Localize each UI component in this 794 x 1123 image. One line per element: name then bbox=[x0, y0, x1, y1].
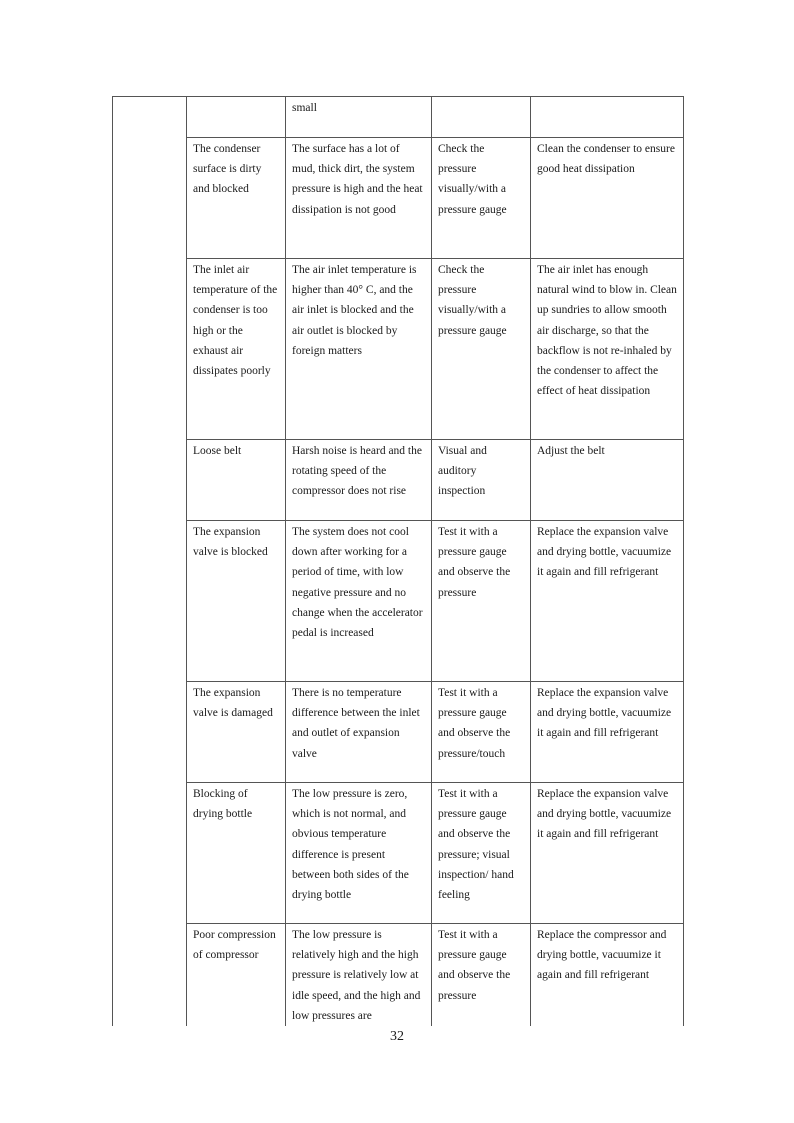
fault-cell: The condenser surface is dirty and blocked bbox=[187, 138, 286, 259]
table-row bbox=[113, 440, 684, 521]
fault-cell: Poor compression of compressor bbox=[187, 924, 286, 1027]
table-row bbox=[113, 783, 684, 924]
check-cell: Test it with a pressure gauge and observe the pressure bbox=[432, 521, 531, 682]
symptom-cell: The air inlet temperature is higher than 40° C, and the air inlet is blocked and the air outlet is blocked by foreign matters bbox=[286, 259, 432, 440]
remedy-cell: Replace the compressor and drying bottle, vacuumize it again and fill refrigerant bbox=[531, 924, 684, 1027]
table-row bbox=[113, 682, 684, 783]
symptom-cell: The low pressure is relatively high and the high pressure is relatively low at idle speed, and the high and low pressures are bbox=[286, 924, 432, 1027]
remedy-cell: Clean the condenser to ensure good heat dissipation bbox=[531, 138, 684, 259]
check-cell: Test it with a pressure gauge and observe the pressure bbox=[432, 924, 531, 1027]
symptom-cell: The system does not cool down after working for a period of time, with low negative pressure and no change when the accelerator pedal is increased bbox=[286, 521, 432, 682]
fault-cell bbox=[187, 97, 286, 138]
remedy-cell: The air inlet has enough natural wind to blow in. Clean up sundries to allow smooth air discharge, so that the backflow is not re-inhaled by the condenser to affect the effect of heat dissipation bbox=[531, 259, 684, 440]
check-cell: Test it with a pressure gauge and observe the pressure/touch bbox=[432, 682, 531, 783]
table-row bbox=[113, 138, 684, 259]
table-row bbox=[113, 521, 684, 682]
symptom-cell: The low pressure is zero, which is not normal, and obvious temperature difference is present between both sides of the drying bottle bbox=[286, 783, 432, 924]
troubleshooting-table bbox=[112, 96, 684, 1026]
symptom-cell: There is no temperature difference between the inlet and outlet of expansion valve bbox=[286, 682, 432, 783]
check-cell: Check the pressure visually/with a pressure gauge bbox=[432, 138, 531, 259]
check-cell bbox=[432, 97, 531, 138]
page-number: 32 bbox=[390, 1029, 404, 1044]
table-row bbox=[113, 259, 684, 440]
remedy-cell: Replace the expansion valve and drying bottle, vacuumize it again and fill refrigerant bbox=[531, 682, 684, 783]
symptom-cell: small bbox=[286, 97, 432, 138]
remedy-cell bbox=[531, 97, 684, 138]
fault-cell: The inlet air temperature of the condenser is too high or the exhaust air dissipates poorly bbox=[187, 259, 286, 440]
check-cell: Test it with a pressure gauge and observe the pressure; visual inspection/ hand feeling bbox=[432, 783, 531, 924]
remedy-cell: Replace the expansion valve and drying bottle, vacuumize it again and fill refrigerant bbox=[531, 521, 684, 682]
check-cell: Visual and auditory inspection bbox=[432, 440, 531, 521]
remedy-cell: Adjust the belt bbox=[531, 440, 684, 521]
fault-cell: The expansion valve is blocked bbox=[187, 521, 286, 682]
check-cell: Check the pressure visually/with a pressure gauge bbox=[432, 259, 531, 440]
fault-cell: The expansion valve is damaged bbox=[187, 682, 286, 783]
remedy-cell: Replace the expansion valve and drying bottle, vacuumize it again and fill refrigerant bbox=[531, 783, 684, 924]
table-row bbox=[113, 97, 684, 138]
fault-cell: Loose belt bbox=[187, 440, 286, 521]
table-row bbox=[113, 924, 684, 1027]
fault-cell: Blocking of drying bottle bbox=[187, 783, 286, 924]
symptom-cell: The surface has a lot of mud, thick dirt, the system pressure is high and the heat dissipation is not good bbox=[286, 138, 432, 259]
blank-left-column bbox=[113, 97, 187, 1027]
symptom-cell: Harsh noise is heard and the rotating speed of the compressor does not rise bbox=[286, 440, 432, 521]
